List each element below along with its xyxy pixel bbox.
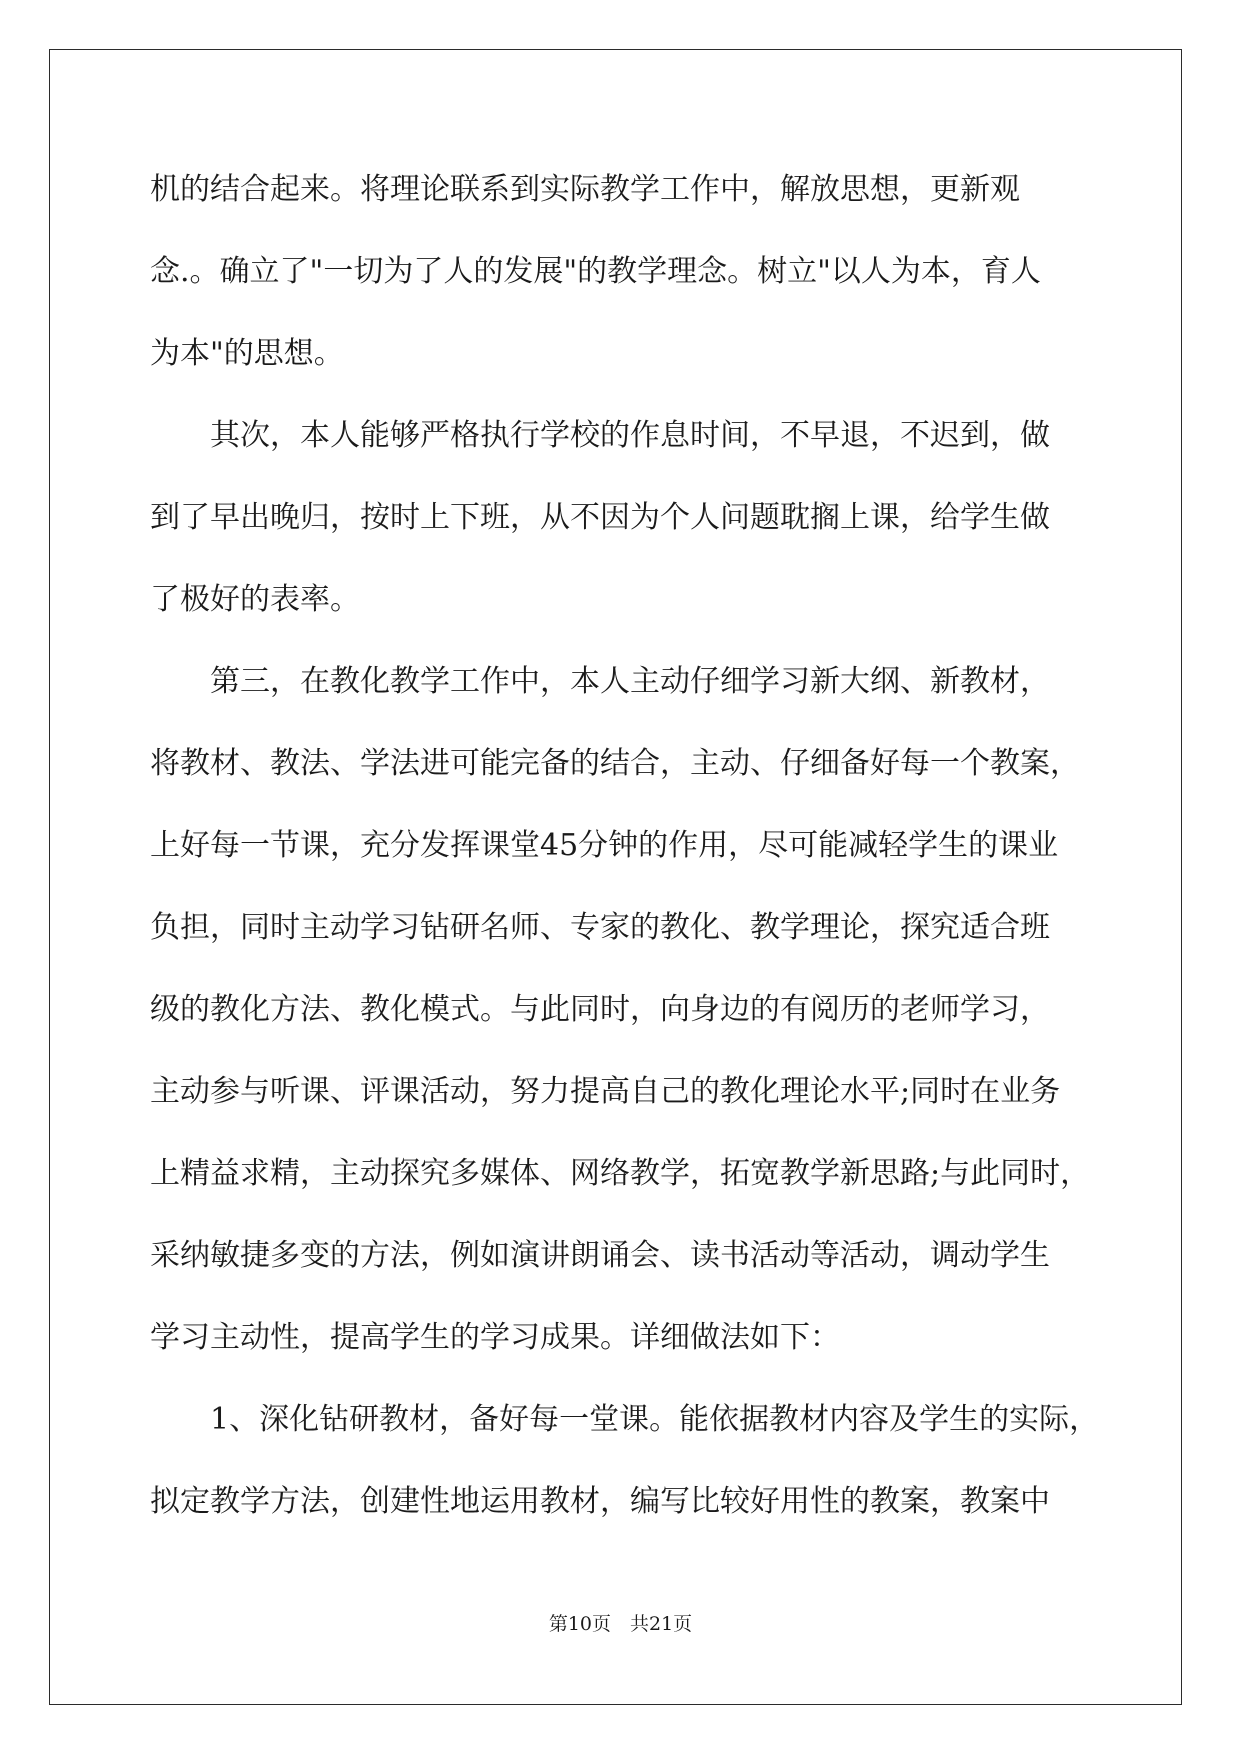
text-line: 上精益求精，主动探究多媒体、网络教学，拓宽教学新思路;与此同时， xyxy=(150,1156,1091,1191)
text-line: 上好每一节课，充分发挥课堂45分钟的作用，尽可能减轻学生的课业 xyxy=(150,828,1059,863)
text-line: 级的教化方法、教化模式。与此同时，向身边的有阅历的老师学习， xyxy=(150,992,1050,1027)
text-line: 第三，在教化教学工作中，本人主动仔细学习新大纲、新教材， xyxy=(150,664,1050,699)
text-line: 采纳敏捷多变的方法，例如演讲朗诵会、读书活动等活动，调动学生 xyxy=(150,1238,1050,1273)
page-footer: 第10页 共21页 xyxy=(548,1613,693,1635)
text-line: 主动参与听课、评课活动，努力提高自己的教化理论水平;同时在业务 xyxy=(150,1074,1061,1109)
text-line: 了极好的表率。 xyxy=(150,582,360,617)
text-line: 其次，本人能够严格执行学校的作息时间，不早退，不迟到，做 xyxy=(150,418,1050,453)
text-line: 念.。确立了"一切为了人的发展"的教学理念。树立"以人为本，育人 xyxy=(150,254,1041,289)
text-line: 拟定教学方法，创建性地运用教材，编写比较好用性的教案，教案中 xyxy=(150,1484,1050,1519)
document-body xyxy=(150,160,1100,1554)
text-line: 到了早出晚归，按时上下班，从不因为个人问题耽搁上课，给学生做 xyxy=(150,500,1050,535)
text-line: 1、深化钻研教材，备好每一堂课。能依据教材内容及学生的实际， xyxy=(150,1402,1100,1437)
text-line: 将教材、教法、学法进可能完备的结合，主动、仔细备好每一个教案， xyxy=(150,746,1080,781)
text-line: 负担，同时主动学习钻研名师、专家的教化、教学理论，探究适合班 xyxy=(150,910,1050,945)
text-line: 学习主动性，提高学生的学习成果。详细做法如下： xyxy=(150,1320,840,1355)
text-line: 为本"的思想。 xyxy=(150,336,344,371)
text-line: 机的结合起来。将理论联系到实际教学工作中，解放思想，更新观 xyxy=(150,172,1020,207)
